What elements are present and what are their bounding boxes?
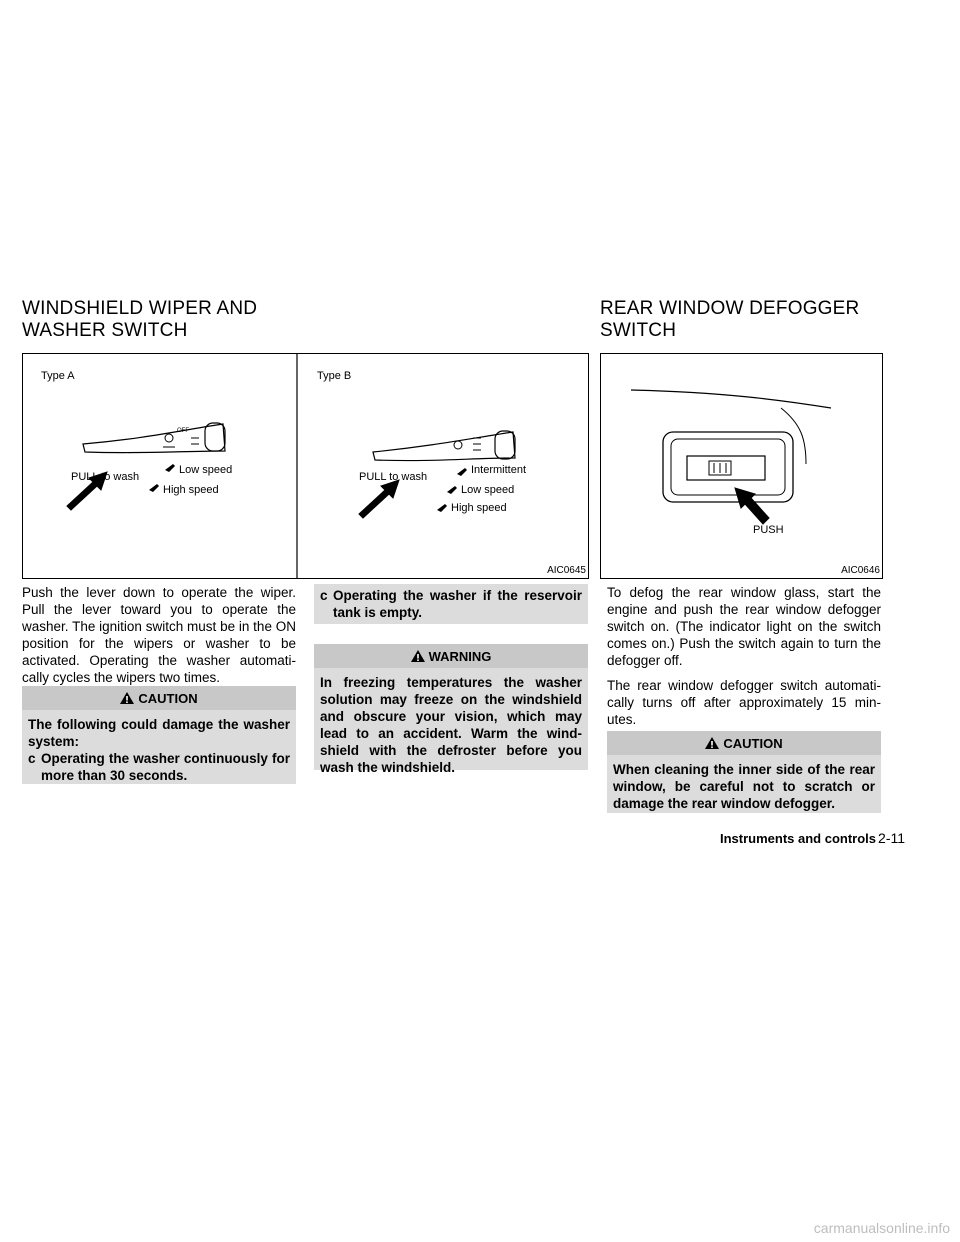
wiper-caution-continued-body: [314, 584, 588, 627]
defogger-switch-diagram: [601, 354, 882, 578]
right-heading-line1: REAR WINDOW DEFOGGER: [600, 298, 860, 319]
wiper-caution-header: [22, 686, 296, 710]
type-b-high-speed: High speed: [451, 502, 507, 514]
wiper-switch-figure: [22, 353, 589, 579]
type-b-pull-label: PULL to wash: [359, 471, 428, 483]
left-heading: [22, 298, 257, 342]
type-a-label: Type A: [41, 370, 75, 382]
washer-warning-text: In freezing temperatures the washer solution may freeze on the windshield and obscure your vision, which may lead to an accident. Warm the wind-shield with the defroster before you wash the windshield.: [320, 675, 582, 775]
wiper-body-column: [22, 584, 296, 686]
wiper-caution-box: [22, 686, 296, 784]
caution-icon: [705, 737, 719, 753]
right-figure-code: AIC0646: [841, 565, 880, 576]
left-heading-line1: WINDSHIELD WIPER AND: [22, 298, 258, 319]
page-footer: [720, 830, 905, 847]
type-a-low-speed: Low speed: [179, 464, 233, 476]
type-b-low-speed: Low speed: [461, 484, 515, 496]
watermark: carmanualsonline.info: [813, 1220, 950, 1236]
push-label: PUSH: [753, 524, 784, 536]
type-a-pull-label: PULL to wash: [71, 471, 140, 483]
right-heading-line2: SWITCH: [600, 320, 677, 341]
defogger-caution-text: When cleaning the inner side of the rear window, be careful not to scratch or damage the rear window defogger.: [613, 762, 875, 811]
bullet-mark: c: [320, 588, 328, 603]
wiper-caution-body: [22, 710, 296, 790]
left-heading-line2: WASHER SWITCH: [22, 320, 188, 341]
defogger-caution-title: CAUTION: [723, 736, 783, 751]
bullet-mark: c: [28, 751, 36, 766]
washer-warning-box: [314, 644, 588, 775]
defogger-body-column: [607, 584, 881, 728]
wiper-caution-title: CAUTION: [138, 691, 198, 706]
right-heading: [600, 298, 859, 342]
washer-warning-header: [314, 644, 588, 668]
left-figure-code: AIC0645: [547, 565, 586, 576]
wiper-caution-bullet: [320, 587, 582, 621]
wiper-body-text: Push the lever down to operate the wiper. Pull the lever toward you to operate the washer. The ignition switch must be in the ON position for the wipers or washer to be activated. Operating the washer automati-cally cycles the wipers two times.: [22, 585, 296, 685]
caution-icon: [120, 692, 134, 708]
footer-section: Instruments and controls: [720, 831, 877, 846]
type-b-label: Type B: [317, 370, 352, 382]
wiper-caution-bullet: [28, 750, 290, 784]
wiper-caution-bullet-text: Operating the washer if the reservoir tank is empty.: [333, 588, 582, 620]
type-a-high-speed: High speed: [163, 484, 219, 496]
defogger-para-2: The rear window defogger switch automati-cally turns off after approximately 15 min-utes.: [607, 678, 881, 727]
defogger-caution-header: [607, 731, 881, 755]
wiper-caution-intro: The following could damage the washer system:: [28, 717, 290, 749]
footer-page-number: 2-11: [878, 830, 906, 846]
washer-warning-title: WARNING: [428, 649, 492, 664]
type-b-intermittent: Intermittent: [471, 464, 527, 476]
defogger-caution-box: [607, 731, 881, 813]
wiper-caution-bullet-text: Operating the washer continuously for more than 30 seconds.: [41, 751, 290, 783]
type-a-lever-marks: OFF: [177, 428, 189, 434]
defogger-switch-figure: [600, 353, 883, 579]
defogger-para-1: To defog the rear window glass, start the engine and push the rear window defogger switch on. (The indicator light on the switch comes on.) Push the switch again to turn the defogger off.: [607, 585, 881, 668]
wiper-caution-continued: [314, 584, 588, 624]
warning-icon: [411, 650, 425, 666]
